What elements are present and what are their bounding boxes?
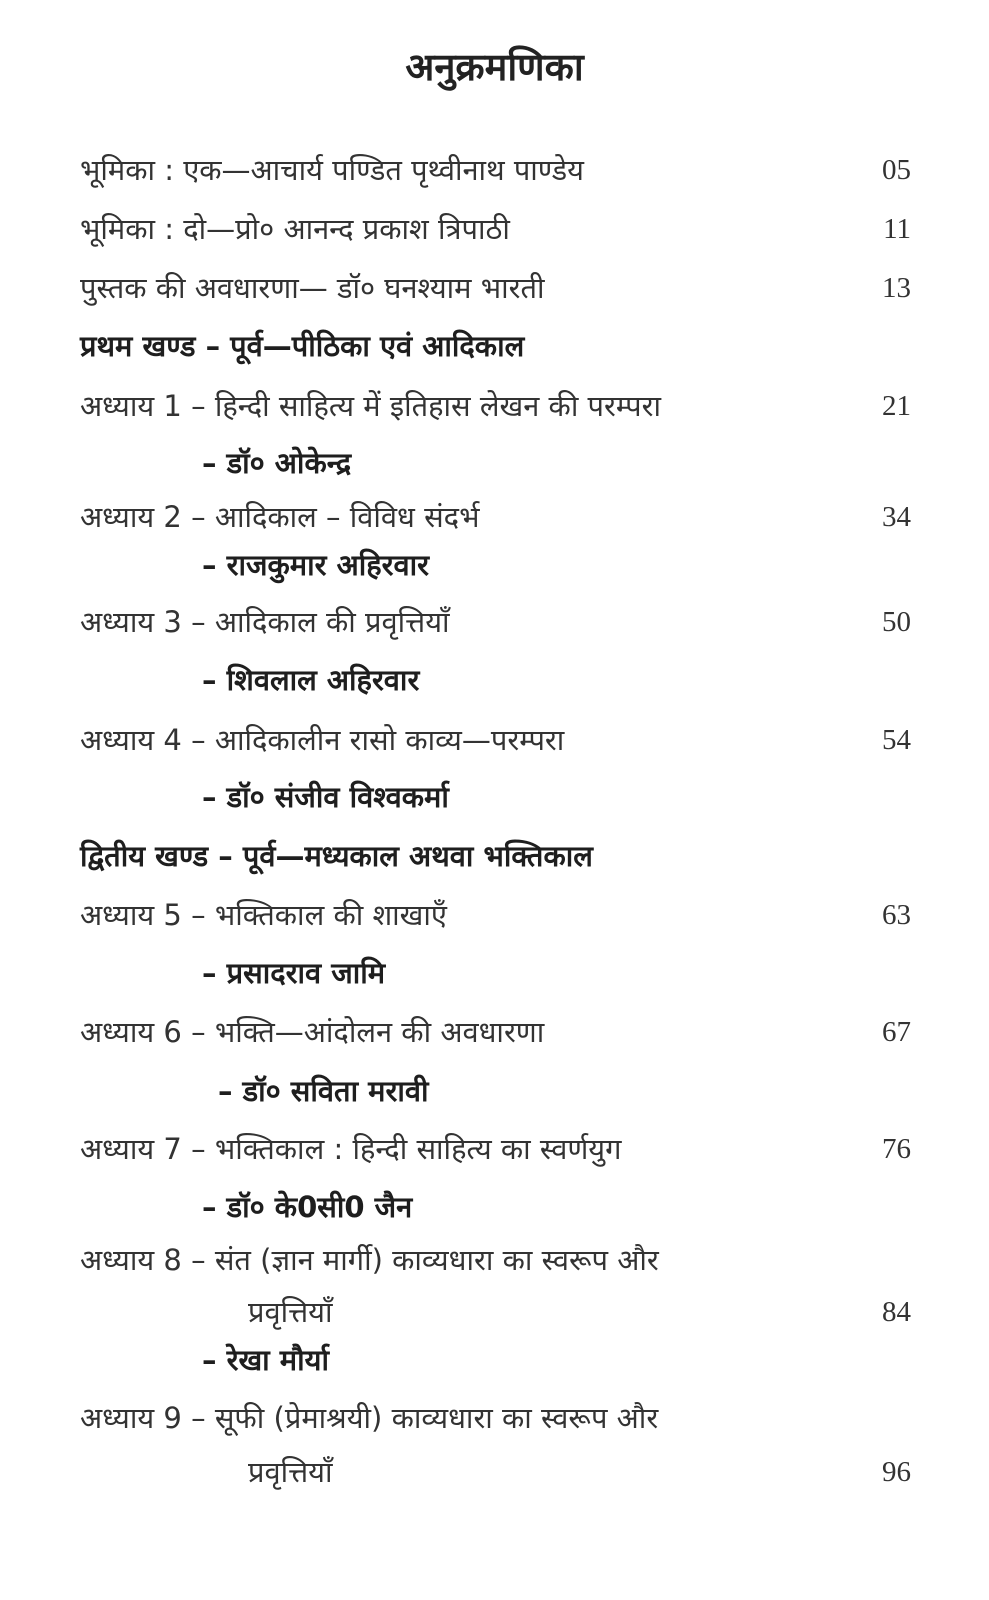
section-heading-first: प्रथम खण्ड – पूर्व—पीठिका एवं आदिकाल <box>80 329 525 363</box>
page-number: 54 <box>882 724 911 756</box>
toc-entry-chapter-9-cont: प्रवृत्तियाँ <box>248 1455 333 1489</box>
toc-entry-chapter-4: अध्याय 4 – आदिकालीन रासो काव्य—परम्परा <box>80 723 565 757</box>
toc-entry-chapter-2: अध्याय 2 – आदिकाल – विविध संदर्भ <box>80 500 480 534</box>
chapter-author: – डॉ० सविता मरावी <box>218 1074 429 1108</box>
chapter-author: – डॉ० ओकेन्द्र <box>202 446 352 480</box>
section-heading-second: द्वितीय खण्ड – पूर्व—मध्यकाल अथवा भक्तिकाल <box>80 839 593 873</box>
toc-entry-chapter-5: अध्याय 5 – भक्तिकाल की शाखाएँ <box>80 898 447 932</box>
chapter-author: – प्रसादराव जामि <box>202 956 386 990</box>
page-number: 13 <box>882 272 911 304</box>
toc-entry-preface-two: भूमिका : दो—प्रो० आनन्द प्रकाश त्रिपाठी <box>80 212 510 246</box>
page-number: 84 <box>882 1296 911 1328</box>
chapter-author: – डॉ० के0सी0 जैन <box>202 1190 413 1224</box>
page-number: 63 <box>882 899 911 931</box>
toc-entry-chapter-1: अध्याय 1 – हिन्दी साहित्य में इतिहास लेखन की परम्परा <box>80 389 661 423</box>
page-number: 67 <box>882 1016 911 1048</box>
toc-entry-chapter-8: अध्याय 8 – संत (ज्ञान मार्गी) काव्यधारा का स्वरूप और <box>80 1243 659 1277</box>
page-number: 96 <box>882 1456 911 1488</box>
page-title: अनुक्रमणिका <box>405 45 584 89</box>
page-number: 11 <box>883 213 911 245</box>
toc-entry-chapter-9: अध्याय 9 – सूफी (प्रेमाश्रयी) काव्यधारा का स्वरूप और <box>80 1401 659 1435</box>
page-number: 50 <box>882 606 911 638</box>
toc-entry-chapter-6: अध्याय 6 – भक्ति—आंदोलन की अवधारणा <box>80 1015 545 1049</box>
toc-entry-concept: पुस्तक की अवधारणा— डॉ० घनश्याम भारती <box>80 271 545 305</box>
toc-entry-chapter-3: अध्याय 3 – आदिकाल की प्रवृत्तियॉं <box>80 605 450 639</box>
chapter-author: – शिवलाल अहिरवार <box>202 663 420 697</box>
page-number: 76 <box>882 1133 911 1165</box>
toc-entry-chapter-7: अध्याय 7 – भक्तिकाल : हिन्दी साहित्य का स्वर्णयुग <box>80 1132 622 1166</box>
page-number: 21 <box>882 390 911 422</box>
chapter-author: – डॉ० संजीव विश्वकर्मा <box>202 780 449 814</box>
page-number: 05 <box>882 154 911 186</box>
toc-entry-preface-one: भूमिका : एक—आचार्य पण्डित पृथ्वीनाथ पाण्डेय <box>80 153 584 187</box>
toc-entry-chapter-8-cont: प्रवृत्तियाँ <box>248 1295 333 1329</box>
chapter-author: – राजकुमार अहिरवार <box>202 548 429 582</box>
chapter-author: – रेखा मौर्या <box>202 1343 329 1377</box>
page-number: 34 <box>882 501 911 533</box>
